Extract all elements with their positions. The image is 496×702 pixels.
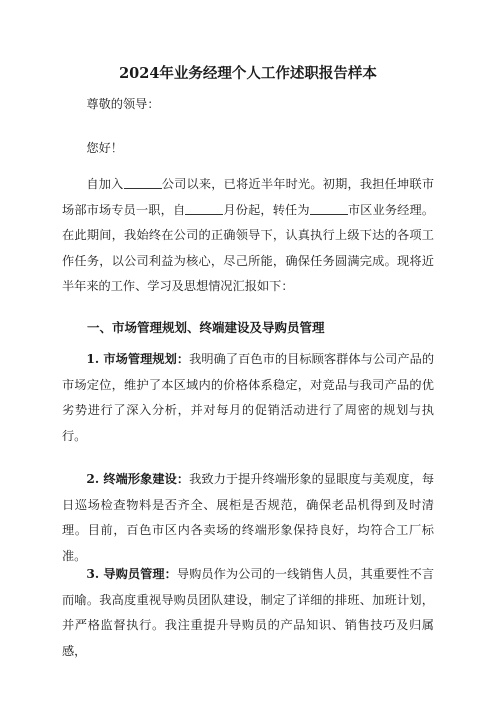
salutation: 尊敬的领导： <box>86 97 160 111</box>
intro-paragraph <box>62 172 434 300</box>
intro-text-1: 自加入 <box>86 177 124 191</box>
section-item-1 <box>62 347 434 449</box>
intro-text-3: 月份起，转任为 <box>223 202 310 217</box>
item-text: 导购员作为公司的一线销售人员，其重要性不言而喻。我高度重视导购员团队建设，制定了详细的排班、加班计划，并严格监督执行。我注重提升导购员的产品知识、销售技巧及归属感， <box>62 567 435 658</box>
item-lead: 1. 市场管理规划： <box>86 352 190 366</box>
intro-text-2: 公司以来，已将近半年时光。初期，我担任坤联市场部市场专员一职，自 <box>62 177 435 217</box>
section-item-2 <box>62 467 434 569</box>
greeting: 您好！ <box>86 141 123 155</box>
item-text: 我明确了百色市的目标顾客群体与公司产品的市场定位，维护了本区域内的价格体系稳定，对竞品与我司产品的优劣势进行了深入分析，并对每月的促销活动进行了周密的规划与执行。 <box>62 352 435 443</box>
item-lead: 3. 导购员管理： <box>86 567 177 581</box>
section-item-3 <box>62 562 434 664</box>
item-lead: 2. 终端形象建设： <box>86 472 190 486</box>
item-text: 我致力于提升终端形象的显眼度与美观度，每日巡场检查物料是否齐全、展柜是否规范，确保老品机得到及时清理。目前，百色市区内各卖场的终端形象保持良好，均符合工厂标准。 <box>62 472 435 563</box>
blank-line <box>185 202 223 215</box>
blank-line <box>124 176 162 189</box>
document-title: 2024年业务经理个人工作述职报告样本 <box>119 65 377 82</box>
intro-text-4: 市区业务经理。在此期间，我始终在公司的正确领导下，认真执行上级下达的各项工作任务，以公司利益为核心，尽己所能，确保任务圆满完成。现将近半年来的工作、学习及思想情况汇报如下： <box>62 202 435 293</box>
section-heading: 一、市场管理规划、终端建设及导购员管理 <box>87 320 325 335</box>
blank-line <box>310 202 348 215</box>
